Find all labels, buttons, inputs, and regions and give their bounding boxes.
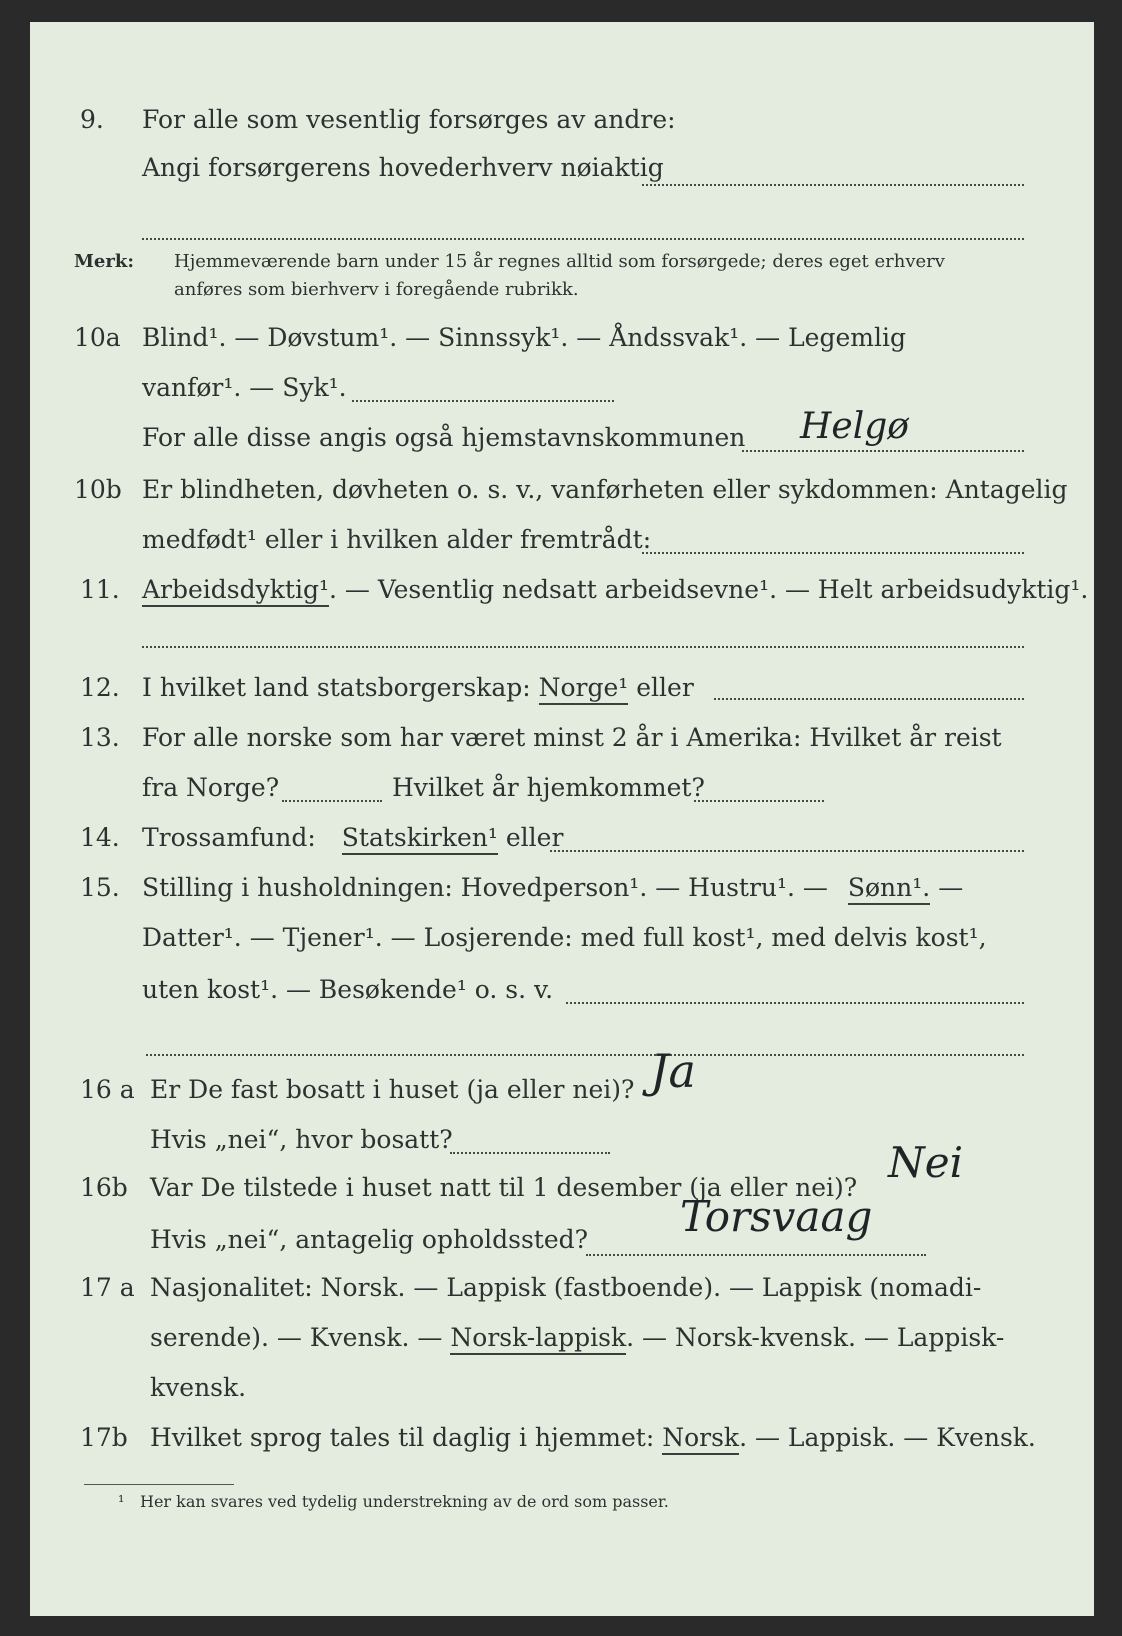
- q17a-text-2b: . — Norsk-kvensk. — Lappisk-: [626, 1323, 1005, 1352]
- q16a-answer-line[interactable]: [450, 1152, 610, 1154]
- q17a-text-2: serende). — Kvensk. —: [150, 1323, 443, 1352]
- q17b-option-norsk[interactable]: Norsk: [662, 1423, 739, 1455]
- q10a-answer-handwritten: Helgø: [800, 406, 909, 447]
- q17b-number: 17b: [80, 1423, 128, 1452]
- q15-text-2: Datter¹. — Tjener¹. — Losjerende: med full kost¹, med delvis kost¹,: [142, 923, 987, 952]
- q10a-text: Blind¹. — Døvstum¹. — Sinnssyk¹. — Åndssvak¹. — Legemlig: [142, 323, 906, 352]
- footnote-text: Her kan svares ved tydelig understrekning av de ord som passer.: [140, 1492, 669, 1511]
- q15-option-sonn[interactable]: Sønn¹.: [848, 873, 930, 905]
- q17a-number: 17 a: [80, 1273, 135, 1302]
- q12-option-norge[interactable]: Norge¹: [539, 673, 629, 705]
- q10b-number: 10b: [74, 475, 122, 504]
- merk-text-2: anføres som bierhverv i foregående rubrikk.: [174, 279, 579, 300]
- q16a-answer-handwritten: Ja: [650, 1044, 696, 1098]
- q11-text: . — Vesentlig nedsatt arbeidsevne¹. — Helt arbeidsudyktig¹.: [328, 575, 1089, 604]
- q15-number: 15.: [80, 873, 120, 902]
- q10a-number: 10a: [74, 323, 121, 352]
- q15-text: Stilling i husholdningen: Hovedperson¹. — Hustru¹. —: [142, 873, 828, 902]
- q16b-place-handwritten: Torsvaag: [680, 1192, 873, 1241]
- q12-eller: eller: [636, 673, 694, 702]
- q16b-number: 16b: [80, 1173, 128, 1202]
- merk-text: Hjemmeværende barn under 15 år regnes alltid som forsørgede; deres eget erhverv: [174, 251, 945, 272]
- footnote-divider: [84, 1484, 234, 1485]
- q16a-number: 16 a: [80, 1075, 135, 1104]
- q14-answer-line[interactable]: [550, 850, 1024, 852]
- q11-option-arbeidsdyktig[interactable]: Arbeidsdyktig¹: [142, 575, 329, 607]
- q12-number: 12.: [80, 673, 120, 702]
- q16b-text-2: Hvis „nei“, antagelig opholdssted?: [150, 1225, 589, 1254]
- q15-answer-line-2[interactable]: [146, 1054, 1024, 1056]
- q9-text-2: Angi forsørgerens hovederhverv nøiaktig: [142, 153, 664, 182]
- q10a-home-line[interactable]: [742, 450, 1024, 452]
- q16a-text-2: Hvis „nei“, hvor bosatt?: [150, 1125, 453, 1154]
- q17a-option-norsk-lappisk[interactable]: Norsk-lappisk: [450, 1323, 626, 1355]
- q10b-text: Er blindheten, døvheten o. s. v., vanførheten eller sykdommen: Antagelig: [142, 475, 1068, 504]
- q16a-text: Er De fast bosatt i huset (ja eller nei)?: [150, 1075, 635, 1104]
- q10b-answer-line[interactable]: [642, 552, 1024, 554]
- q10a-text-3: For alle disse angis også hjemstavnskommunen: [142, 423, 746, 452]
- q14-eller: eller: [505, 823, 564, 852]
- q10b-text-2: medfødt¹ eller i hvilken alder fremtrådt:: [142, 525, 652, 554]
- merk-label: Merk:: [74, 251, 134, 272]
- q17b-text-2: . — Lappisk. — Kvensk.: [739, 1423, 1036, 1452]
- q9-answer-line-2[interactable]: [142, 238, 1024, 240]
- q10a-sick-line[interactable]: [352, 400, 614, 402]
- q11-number: 11.: [80, 575, 120, 604]
- q16b-text: Var De tilstede i huset natt til 1 desember (ja eller nei)?: [150, 1173, 858, 1202]
- footnote-mark: ¹: [118, 1492, 125, 1511]
- q15-answer-line[interactable]: [566, 1002, 1024, 1004]
- q16b-answer-handwritten: Nei: [888, 1138, 964, 1187]
- q17a-text-3: kvensk.: [150, 1373, 247, 1402]
- q13-left-line[interactable]: [282, 800, 382, 802]
- q9-answer-line[interactable]: [642, 184, 1024, 186]
- q16b-answer-line[interactable]: [586, 1254, 926, 1256]
- q13-right-label: Hvilket år hjemkommet?: [392, 773, 705, 802]
- q15-dash: —: [938, 873, 964, 902]
- q15-text-3: uten kost¹. — Besøkende¹ o. s. v.: [142, 975, 554, 1004]
- q13-text: For alle norske som har været minst 2 år i Amerika: Hvilket år reist: [142, 723, 1002, 752]
- q17b-text: Hvilket sprog tales til daglig i hjemmet:: [150, 1423, 655, 1452]
- q10a-text-2: vanfør¹. — Syk¹.: [142, 373, 347, 402]
- q13-left-label: fra Norge?: [142, 773, 280, 802]
- q12-text: I hvilket land statsborgerskap:: [142, 673, 531, 702]
- q17a-text: Nasjonalitet: Norsk. — Lappisk (fastboende). — Lappisk (nomadi-: [150, 1273, 982, 1302]
- q11-answer-line[interactable]: [142, 646, 1024, 648]
- q13-number: 13.: [80, 723, 120, 752]
- q9-text: For alle som vesentlig forsørges av andre:: [142, 105, 676, 134]
- q12-answer-line[interactable]: [714, 698, 1024, 700]
- q13-right-line[interactable]: [694, 800, 824, 802]
- q14-number: 14.: [80, 823, 120, 852]
- q14-text: Trossamfund:: [142, 823, 316, 852]
- q14-option-statskirken[interactable]: Statskirken¹: [342, 823, 498, 855]
- q9-number: 9.: [80, 105, 104, 134]
- census-form-page: [30, 22, 1094, 1616]
